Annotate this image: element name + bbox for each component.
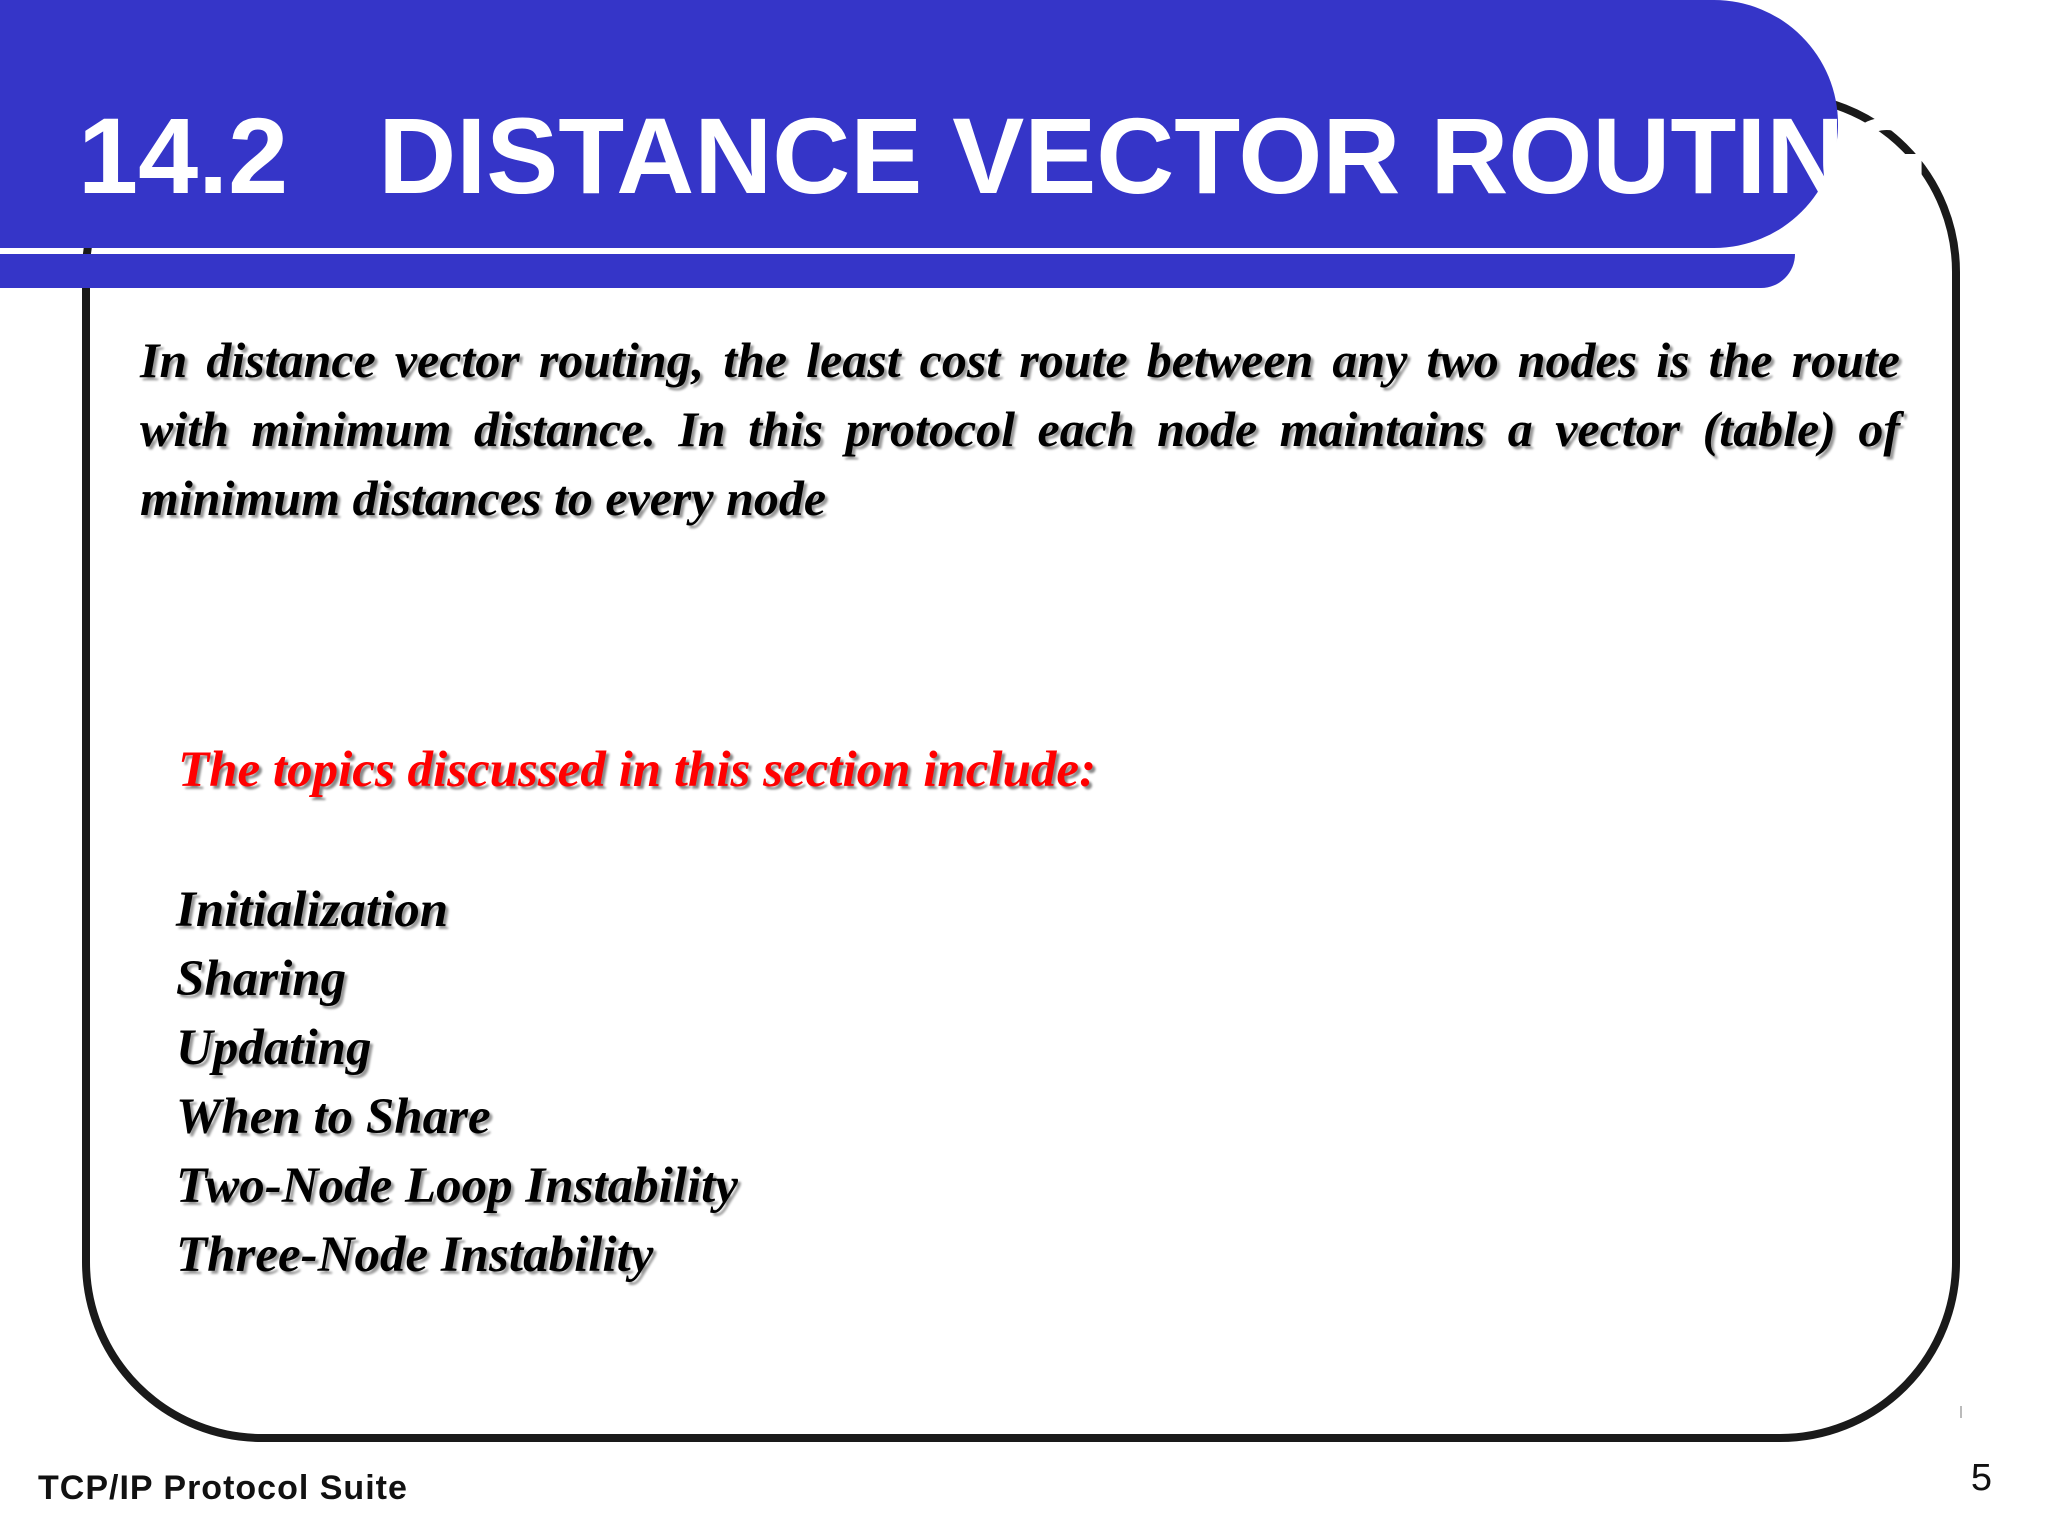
page-number: 5 xyxy=(1970,1457,1992,1499)
corner-tick-mark xyxy=(1960,1406,1962,1418)
title-banner xyxy=(0,0,1929,248)
topic-item: Two-Node Loop Instability xyxy=(176,1158,738,1214)
topic-item: Updating xyxy=(176,1020,372,1076)
topic-item: Sharing xyxy=(176,951,347,1007)
topics-list xyxy=(176,876,738,1290)
topic-item: Initialization xyxy=(176,882,449,938)
title-underline-band xyxy=(0,254,1795,288)
topic-item: Three-Node Instability xyxy=(176,1227,654,1283)
topic-item: When to Share xyxy=(176,1089,491,1145)
intro-paragraph: In distance vector routing, the least cost route between any two nodes is the route with minimum distance. In this protocol each node maintains a vector (table) of minimum distances to every node xyxy=(140,332,1900,526)
slide-title: 14.2 DISTANCE VECTOR ROUTING xyxy=(78,95,1929,216)
footer-book-title: TCP/IP Protocol Suite xyxy=(38,1469,408,1507)
topics-heading: The topics discussed in this section include: xyxy=(178,742,1097,798)
